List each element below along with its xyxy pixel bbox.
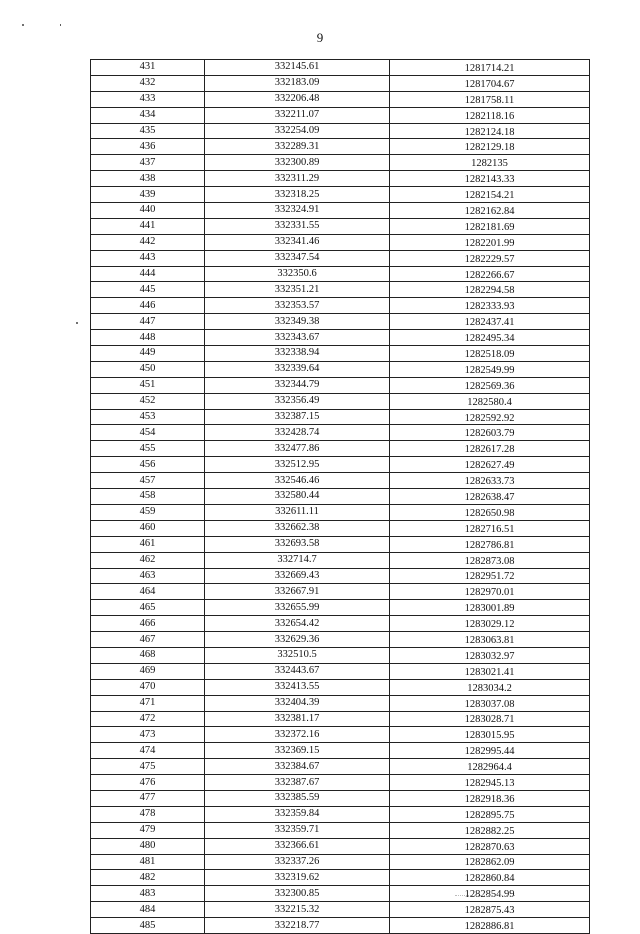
table-row — [91, 282, 590, 298]
point-number-cell: 450 — [91, 361, 205, 377]
table-row — [91, 218, 590, 234]
x-coordinate-cell: 332318.25 — [205, 187, 390, 203]
x-coordinate-cell: 332339.64 — [205, 361, 390, 377]
y-coordinate-cell: 1282129.18 — [390, 139, 590, 155]
y-coordinate-cell: 1281704.67 — [390, 75, 590, 91]
y-coordinate-cell: 1282617.28 — [390, 441, 590, 457]
table-row — [91, 902, 590, 918]
y-coordinate-cell: 1282181.69 — [390, 218, 590, 234]
y-coordinate-cell: 1282945.13 — [390, 775, 590, 791]
point-number-cell: 446 — [91, 298, 205, 314]
table-row — [91, 489, 590, 505]
point-number-cell: 474 — [91, 743, 205, 759]
table-row — [91, 584, 590, 600]
y-coordinate-cell: 1282854.99 — [390, 886, 590, 902]
x-coordinate-cell: 332510.5 — [205, 647, 390, 663]
point-number-cell: 483 — [91, 886, 205, 902]
point-number-cell: 436 — [91, 139, 205, 155]
x-coordinate-cell: 332385.59 — [205, 790, 390, 806]
x-coordinate-cell: 332580.44 — [205, 489, 390, 505]
x-coordinate-cell: 332366.61 — [205, 838, 390, 854]
x-coordinate-cell: 332183.09 — [205, 75, 390, 91]
point-number-cell: 479 — [91, 822, 205, 838]
table-row — [91, 171, 590, 187]
x-coordinate-cell: 332611.11 — [205, 504, 390, 520]
point-number-cell: 456 — [91, 457, 205, 473]
y-coordinate-cell: 1282627.49 — [390, 457, 590, 473]
table-row — [91, 298, 590, 314]
table-row — [91, 632, 590, 648]
table-row — [91, 806, 590, 822]
point-number-cell: 434 — [91, 107, 205, 123]
y-coordinate-cell: 1282580.4 — [390, 393, 590, 409]
y-coordinate-cell: 1283028.71 — [390, 711, 590, 727]
table-row — [91, 536, 590, 552]
scan-speck — [60, 24, 61, 26]
y-coordinate-cell: 1282603.79 — [390, 425, 590, 441]
table-row — [91, 886, 590, 902]
y-coordinate-cell: 1283021.41 — [390, 663, 590, 679]
y-coordinate-cell: 1282918.36 — [390, 790, 590, 806]
point-number-cell: 473 — [91, 727, 205, 743]
x-coordinate-cell: 332356.49 — [205, 393, 390, 409]
x-coordinate-cell: 332662.38 — [205, 520, 390, 536]
point-number-cell: 452 — [91, 393, 205, 409]
point-number-cell: 458 — [91, 489, 205, 505]
x-coordinate-cell: 332206.48 — [205, 91, 390, 107]
table-row — [91, 187, 590, 203]
point-number-cell: 461 — [91, 536, 205, 552]
point-number-cell: 459 — [91, 504, 205, 520]
table-row — [91, 250, 590, 266]
x-coordinate-cell: 332289.31 — [205, 139, 390, 155]
y-coordinate-cell: 1282592.92 — [390, 409, 590, 425]
x-coordinate-cell: 332369.15 — [205, 743, 390, 759]
y-coordinate-cell: 1282333.93 — [390, 298, 590, 314]
x-coordinate-cell: 332351.21 — [205, 282, 390, 298]
footer-rule — [455, 895, 515, 896]
x-coordinate-cell: 332343.67 — [205, 330, 390, 346]
y-coordinate-cell: 1282495.34 — [390, 330, 590, 346]
table-row — [91, 711, 590, 727]
y-coordinate-cell: 1282124.18 — [390, 123, 590, 139]
table-row — [91, 647, 590, 663]
x-coordinate-cell: 332629.36 — [205, 632, 390, 648]
point-number-cell: 485 — [91, 918, 205, 934]
y-coordinate-cell: 1282951.72 — [390, 568, 590, 584]
y-coordinate-cell: 1282882.25 — [390, 822, 590, 838]
point-number-cell: 462 — [91, 552, 205, 568]
x-coordinate-cell: 332341.46 — [205, 234, 390, 250]
x-coordinate-cell: 332443.67 — [205, 663, 390, 679]
point-number-cell: 475 — [91, 759, 205, 775]
table-row — [91, 838, 590, 854]
point-number-cell: 451 — [91, 377, 205, 393]
page-number: 9 — [316, 30, 324, 45]
table-row — [91, 775, 590, 791]
scan-speck — [22, 24, 24, 26]
x-coordinate-cell: 332714.7 — [205, 552, 390, 568]
table-row — [91, 139, 590, 155]
table-row — [91, 361, 590, 377]
x-coordinate-cell: 332404.39 — [205, 695, 390, 711]
y-coordinate-cell: 1282294.58 — [390, 282, 590, 298]
x-coordinate-cell: 332387.67 — [205, 775, 390, 791]
coordinate-table-body — [91, 60, 590, 934]
y-coordinate-cell: 1282638.47 — [390, 489, 590, 505]
point-number-cell: 449 — [91, 346, 205, 362]
y-coordinate-cell: 1283015.95 — [390, 727, 590, 743]
table-row — [91, 346, 590, 362]
point-number-cell: 464 — [91, 584, 205, 600]
table-row — [91, 679, 590, 695]
x-coordinate-cell: 332667.91 — [205, 584, 390, 600]
y-coordinate-cell: 1282875.43 — [390, 902, 590, 918]
y-coordinate-cell: 1282201.99 — [390, 234, 590, 250]
point-number-cell: 439 — [91, 187, 205, 203]
y-coordinate-cell: 1283063.81 — [390, 632, 590, 648]
x-coordinate-cell: 332353.57 — [205, 298, 390, 314]
x-coordinate-cell: 332215.32 — [205, 902, 390, 918]
table-row — [91, 600, 590, 616]
x-coordinate-cell: 332512.95 — [205, 457, 390, 473]
table-row — [91, 155, 590, 171]
y-coordinate-cell: 1282162.84 — [390, 203, 590, 219]
y-coordinate-cell: 1283001.89 — [390, 600, 590, 616]
table-row — [91, 759, 590, 775]
table-row — [91, 695, 590, 711]
point-number-cell: 478 — [91, 806, 205, 822]
table-row — [91, 918, 590, 934]
point-number-cell: 472 — [91, 711, 205, 727]
y-coordinate-cell: 1282154.21 — [390, 187, 590, 203]
y-coordinate-cell: 1282229.57 — [390, 250, 590, 266]
table-row — [91, 790, 590, 806]
point-number-cell: 468 — [91, 647, 205, 663]
x-coordinate-cell: 332546.46 — [205, 473, 390, 489]
x-coordinate-cell: 332359.71 — [205, 822, 390, 838]
point-number-cell: 467 — [91, 632, 205, 648]
y-coordinate-cell: 1283032.97 — [390, 647, 590, 663]
x-coordinate-cell: 332477.86 — [205, 441, 390, 457]
point-number-cell: 447 — [91, 314, 205, 330]
point-number-cell: 444 — [91, 266, 205, 282]
table-row — [91, 520, 590, 536]
point-number-cell: 431 — [91, 60, 205, 76]
table-row — [91, 727, 590, 743]
y-coordinate-cell: 1282118.16 — [390, 107, 590, 123]
y-coordinate-cell: 1283029.12 — [390, 616, 590, 632]
x-coordinate-cell: 332372.16 — [205, 727, 390, 743]
x-coordinate-cell: 332413.55 — [205, 679, 390, 695]
x-coordinate-cell: 332428.74 — [205, 425, 390, 441]
x-coordinate-cell: 332654.42 — [205, 616, 390, 632]
table-row — [91, 457, 590, 473]
point-number-cell: 443 — [91, 250, 205, 266]
point-number-cell: 437 — [91, 155, 205, 171]
y-coordinate-cell: 1282786.81 — [390, 536, 590, 552]
x-coordinate-cell: 332349.38 — [205, 314, 390, 330]
point-number-cell: 463 — [91, 568, 205, 584]
point-number-cell: 469 — [91, 663, 205, 679]
x-coordinate-cell: 332218.77 — [205, 918, 390, 934]
table-row — [91, 314, 590, 330]
point-number-cell: 432 — [91, 75, 205, 91]
y-coordinate-cell: 1282860.84 — [390, 870, 590, 886]
table-row — [91, 568, 590, 584]
table-row — [91, 266, 590, 282]
y-coordinate-cell: 1282650.98 — [390, 504, 590, 520]
x-coordinate-cell: 332350.6 — [205, 266, 390, 282]
x-coordinate-cell: 332344.79 — [205, 377, 390, 393]
point-number-cell: 445 — [91, 282, 205, 298]
point-number-cell: 470 — [91, 679, 205, 695]
y-coordinate-cell: 1281714.21 — [390, 60, 590, 76]
point-number-cell: 455 — [91, 441, 205, 457]
point-number-cell: 435 — [91, 123, 205, 139]
table-row — [91, 393, 590, 409]
y-coordinate-cell: 1282143.33 — [390, 171, 590, 187]
point-number-cell: 442 — [91, 234, 205, 250]
table-row — [91, 473, 590, 489]
y-coordinate-cell: 1283037.08 — [390, 695, 590, 711]
table-row — [91, 234, 590, 250]
y-coordinate-cell: 1282633.73 — [390, 473, 590, 489]
table-row — [91, 552, 590, 568]
x-coordinate-cell: 332331.55 — [205, 218, 390, 234]
y-coordinate-cell: 1282873.08 — [390, 552, 590, 568]
x-coordinate-cell: 332319.62 — [205, 870, 390, 886]
table-row — [91, 75, 590, 91]
table-row — [91, 854, 590, 870]
x-coordinate-cell: 332211.07 — [205, 107, 390, 123]
y-coordinate-cell: 1281758.11 — [390, 91, 590, 107]
x-coordinate-cell: 332347.54 — [205, 250, 390, 266]
table-row — [91, 616, 590, 632]
point-number-cell: 454 — [91, 425, 205, 441]
point-number-cell: 448 — [91, 330, 205, 346]
x-coordinate-cell: 332300.85 — [205, 886, 390, 902]
y-coordinate-cell: 1282970.01 — [390, 584, 590, 600]
x-coordinate-cell: 332324.91 — [205, 203, 390, 219]
point-number-cell: 480 — [91, 838, 205, 854]
point-number-cell: 476 — [91, 775, 205, 791]
x-coordinate-cell: 332693.58 — [205, 536, 390, 552]
table-row — [91, 377, 590, 393]
table-row — [91, 743, 590, 759]
point-number-cell: 438 — [91, 171, 205, 187]
table-row — [91, 870, 590, 886]
y-coordinate-cell: 1282569.36 — [390, 377, 590, 393]
x-coordinate-cell: 332655.99 — [205, 600, 390, 616]
point-number-cell: 433 — [91, 91, 205, 107]
y-coordinate-cell: 1282995.44 — [390, 743, 590, 759]
y-coordinate-cell: 1282862.09 — [390, 854, 590, 870]
point-number-cell: 482 — [91, 870, 205, 886]
table-row — [91, 425, 590, 441]
y-coordinate-cell: 1283034.2 — [390, 679, 590, 695]
x-coordinate-cell: 332337.26 — [205, 854, 390, 870]
table-row — [91, 91, 590, 107]
table-row — [91, 441, 590, 457]
coordinate-table — [90, 59, 590, 934]
x-coordinate-cell: 332359.84 — [205, 806, 390, 822]
x-coordinate-cell: 332669.43 — [205, 568, 390, 584]
x-coordinate-cell: 332145.61 — [205, 60, 390, 76]
point-number-cell: 477 — [91, 790, 205, 806]
x-coordinate-cell: 332387.15 — [205, 409, 390, 425]
y-coordinate-cell: 1282135 — [390, 155, 590, 171]
x-coordinate-cell: 332300.89 — [205, 155, 390, 171]
x-coordinate-cell: 332338.94 — [205, 346, 390, 362]
point-number-cell: 484 — [91, 902, 205, 918]
y-coordinate-cell: 1282964.4 — [390, 759, 590, 775]
scan-speck — [76, 322, 78, 324]
table-row — [91, 123, 590, 139]
y-coordinate-cell: 1282266.67 — [390, 266, 590, 282]
table-row — [91, 330, 590, 346]
table-row — [91, 203, 590, 219]
point-number-cell: 453 — [91, 409, 205, 425]
point-number-cell: 441 — [91, 218, 205, 234]
x-coordinate-cell: 332311.29 — [205, 171, 390, 187]
x-coordinate-cell: 332254.09 — [205, 123, 390, 139]
point-number-cell: 481 — [91, 854, 205, 870]
table-row — [91, 504, 590, 520]
y-coordinate-cell: 1282870.63 — [390, 838, 590, 854]
y-coordinate-cell: 1282895.75 — [390, 806, 590, 822]
point-number-cell: 440 — [91, 203, 205, 219]
table-row — [91, 409, 590, 425]
y-coordinate-cell: 1282518.09 — [390, 346, 590, 362]
table-row — [91, 822, 590, 838]
point-number-cell: 460 — [91, 520, 205, 536]
y-coordinate-cell: 1282549.99 — [390, 361, 590, 377]
table-row — [91, 663, 590, 679]
table-row — [91, 107, 590, 123]
y-coordinate-cell: 1282437.41 — [390, 314, 590, 330]
point-number-cell: 457 — [91, 473, 205, 489]
point-number-cell: 466 — [91, 616, 205, 632]
point-number-cell: 465 — [91, 600, 205, 616]
y-coordinate-cell: 1282716.51 — [390, 520, 590, 536]
y-coordinate-cell: 1282886.81 — [390, 918, 590, 934]
table-row — [91, 60, 590, 76]
point-number-cell: 471 — [91, 695, 205, 711]
x-coordinate-cell: 332381.17 — [205, 711, 390, 727]
x-coordinate-cell: 332384.67 — [205, 759, 390, 775]
